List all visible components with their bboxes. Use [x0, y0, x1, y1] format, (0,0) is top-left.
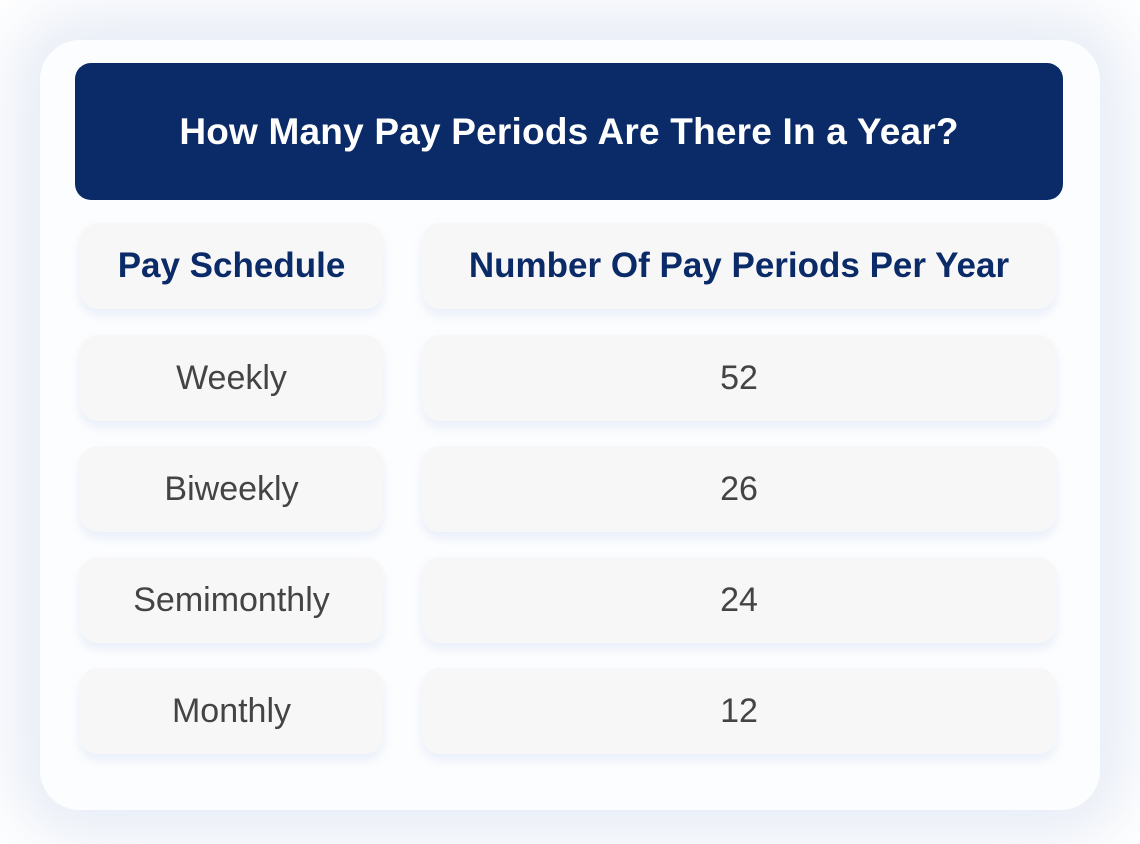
table-cell-schedule: Biweekly [80, 446, 383, 532]
table-cell-schedule: Monthly [80, 668, 383, 754]
table-cell-periods: 52 [422, 335, 1056, 421]
column-header-pay-periods: Number Of Pay Periods Per Year [422, 223, 1056, 309]
table-cell-schedule: Semimonthly [80, 557, 383, 643]
table-cell-periods: 24 [422, 557, 1056, 643]
table-title: How Many Pay Periods Are There In a Year? [179, 110, 959, 152]
table-cell-periods: 12 [422, 668, 1056, 754]
table-title-banner [75, 63, 1063, 200]
pay-periods-table [75, 63, 1063, 768]
table-cell-schedule: Weekly [80, 335, 383, 421]
column-header-pay-schedule: Pay Schedule [80, 223, 383, 309]
table-cell-periods: 26 [422, 446, 1056, 532]
